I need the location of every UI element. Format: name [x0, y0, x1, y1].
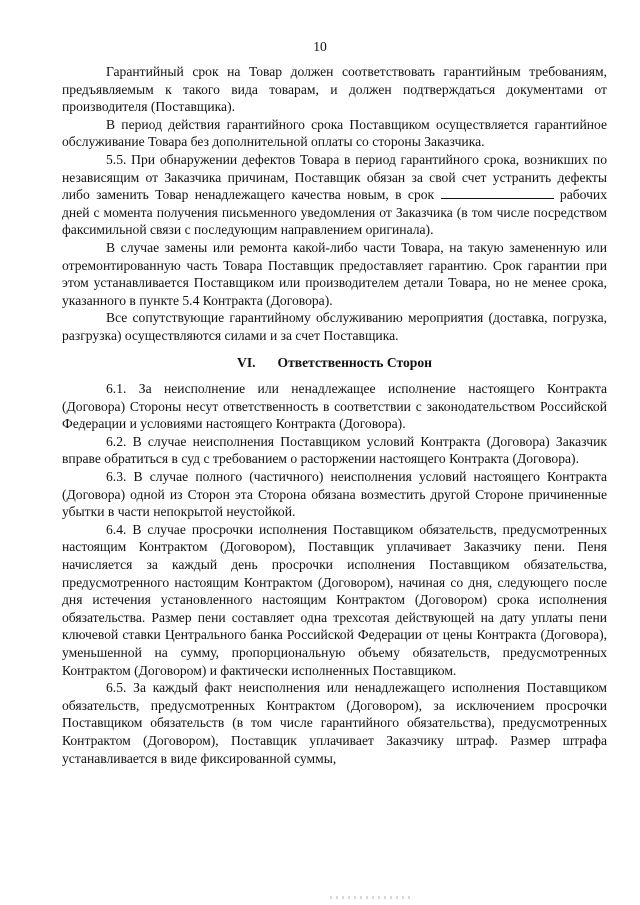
defects-text-before-blank: 5.5. При обнаружении дефектов Товара в период гарантийного срока, возникших по независящим от Заказчика причинам, Поставщик обязан за свой счет устранить дефекты либо заменить Товар ненадлежащего качества новым, в срок — [62, 151, 607, 203]
section-heading — [62, 354, 607, 372]
page-body — [62, 63, 607, 767]
scan-artifact — [330, 896, 410, 899]
section-title: Ответственность Сторон — [277, 354, 432, 370]
defects-text-after-blank: рабочих дней с момента получения письменного уведомления от Заказчика (в том числе посредством факсимильной связи с последующим направлением оригинала). — [62, 187, 608, 238]
clause-6-4: 6.4. В случае просрочки исполнения Поставщиком обязательств, предусмотренных настоящим Контрактом (Договором), Поставщик уплачивает Заказчику пени. Пеня начисляется за каждый день просрочки исполнения Поставщиком обязательства, предусмотренного настоящим Контрактом (Договором), начиная со дня, следующего после дня истечения установленного настоящим Контрактом (Договором) срока исполнения обязательства. Размер пени составляет одна трехсотая действующей на дату уплаты пени ключевой ставки Центрального банка Российской Федерации от цены Контракта (Договора), уменьшенной на сумму, пропорциональную объему обязательств, предусмотренных Контрактом (Договором) и фактически исполненных Поставщиком. — [62, 521, 607, 678]
paragraph-replacement-warranty: В случае замены или ремонта какой-либо части Товара, на такую замененную или отремонтированную часть Товара Поставщик предоставляет гарантию. Срок гарантии при этом устанавливается Поставщиком или производителем детали Товара, но не менее срока, указанного в пункте 5.4 Контракта (Договора). — [62, 239, 607, 308]
clause-6-2: 6.2. В случае неисполнения Поставщиком условий Контракта (Договора) Заказчик вправе обратиться в суд с требованием о расторжении настоящего Контракта (Договора). — [62, 433, 607, 467]
paragraph-warranty-term: Гарантийный срок на Товар должен соответствовать гарантийным требованиям, предъявляемым к такого вида товарам, и должен подтверждаться документами от производителя (Поставщика). — [62, 64, 607, 115]
clause-6-3: 6.3. В случае полного (частичного) неисполнения условий настоящего Контракта (Договора) одной из Сторон эта Сторона обязана возместить другой Стороне причиненные убытки в части непокрытой неустойкой. — [62, 469, 607, 520]
paragraph-warranty-service: В период действия гарантийного срока Поставщиком осуществляется гарантийное обслуживание Товара без дополнительной оплаты со стороны Заказчика. — [62, 116, 607, 150]
paragraph-warranty-costs: Все сопутствующие гарантийному обслуживанию мероприятия (доставка, погрузка, разгрузка) осуществляются силами и за счет Поставщика. — [62, 310, 607, 343]
section-number: VI. — [237, 354, 256, 370]
clause-6-1: 6.1. За неисполнение или ненадлежащее исполнение настоящего Контракта (Договора) Стороны несут ответственность в соответствии с законодательством Российской Федерации и условиями настоящего Контракта (Договора). — [62, 381, 607, 432]
days-blank-line — [441, 186, 554, 199]
paragraph-defects-5-5 — [62, 151, 607, 239]
clause-6-5: 6.5. За каждый факт неисполнения или ненадлежащего исполнения Поставщиком обязательств, предусмотренных Контрактом (Договором), за исключением просрочки Поставщиком обязательств (в том числе гарантийного обязательства), предусмотренных Контрактом (Договором), Поставщик уплачивает Заказчику штраф. Размер штрафа устанавливается в виде фиксированной суммы, — [62, 680, 607, 766]
page-number: 10 — [313, 39, 327, 54]
